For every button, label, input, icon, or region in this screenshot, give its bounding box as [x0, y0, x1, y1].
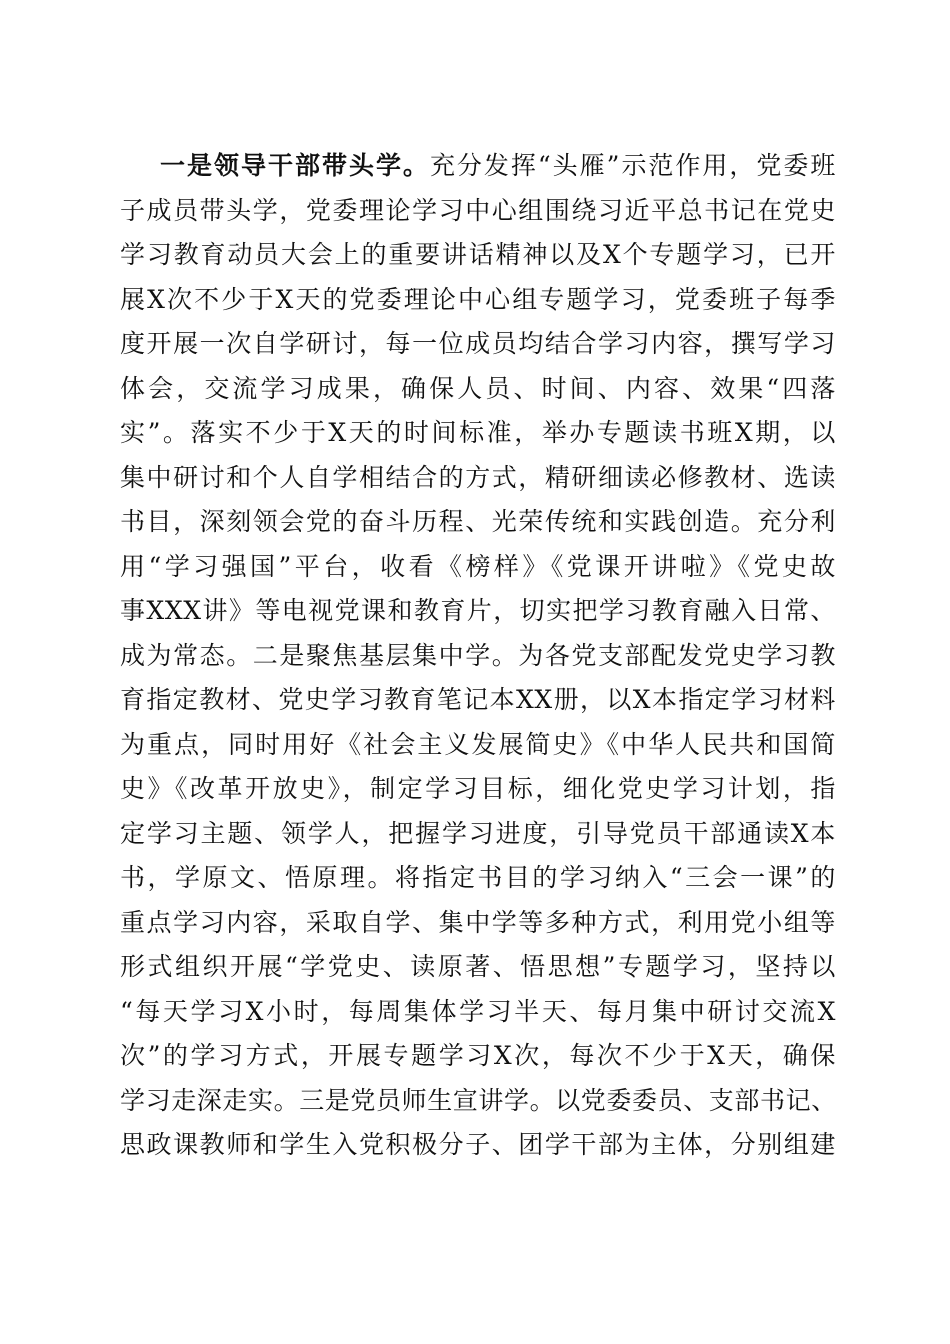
paragraph-line-3: 学习教育动员大会上的重要讲话精神以及X个专题学习，已开: [120, 240, 836, 269]
paragraph-line-18: 重点学习内容，采取自学、集中学等多种方式，利用党小组等: [120, 907, 836, 937]
paragraph-line-22: 学习走深走实。三是党员师生宣讲学。以党委委员、支部书记、: [120, 1085, 837, 1115]
paragraph-line-15: 史》《改革开放史》，制定学习目标，细化党史学习计划，指: [120, 774, 836, 803]
paragraph-line-19: 形式组织开展“学党史、读原著、悟思想”专题学习，坚持以: [120, 952, 836, 981]
paragraph-line-17: 书，学原文、悟原理。将指定书目的学习纳入“三会一课”的: [120, 863, 836, 892]
paragraph-line-14: 为重点，同时用好《社会主义发展简史》《中华人民共和国简: [120, 729, 836, 759]
paragraph-line-23: 思政课教师和学生入党积极分子、团学干部为主体，分别组建: [120, 1130, 836, 1159]
paragraph-line-9: 书目，深刻领会党的奋斗历程、光荣传统和实践创造。充分利: [120, 507, 836, 536]
paragraph-line-21: 次”的学习方式，开展专题学习X次，每次不少于X天，确保: [120, 1041, 836, 1070]
paragraph-line-5: 度开展一次自学研讨，每一位成员均结合学习内容，撰写学习: [120, 329, 836, 358]
body-paragraph: [120, 144, 836, 1168]
paragraph-line-16: 定学习主题、领学人，把握学习进度，引导党员干部通读X本: [120, 818, 836, 848]
paragraph-line-2: 子成员带头学，党委理论学习中心组围绕习近平总书记在党史: [120, 195, 836, 225]
paragraph-line-20: “每天学习X小时，每周集体学习半天、每月集中研讨交流X: [120, 996, 836, 1026]
paragraph-line-4: 展X次不少于X天的党委理论中心组专题学习，党委班子每季: [120, 284, 836, 314]
paragraph-line-10: 用“学习强国”平台，收看《榜样》《党课开讲啦》《党史故: [120, 551, 836, 581]
paragraph-line-11: 事XXX讲》等电视党课和教育片，切实把学习教育融入日常、: [120, 596, 836, 625]
paragraph-line-13: 育指定教材、党史学习教育笔记本XX册，以X本指定学习材料: [120, 685, 836, 714]
paragraph-line-7: 实”。落实不少于X天的时间标准，举办专题读书班X期，以: [120, 418, 836, 447]
paragraph-line-1-text: 充分发挥“头雁”示范作用，党委班: [429, 151, 836, 180]
paragraph-line-12: 成为常态。二是聚焦基层集中学。为各党支部配发党史学习教: [120, 640, 836, 670]
lead-heading: 一是领导干部带头学。: [160, 151, 430, 180]
paragraph-line-1: [120, 144, 836, 189]
paragraph-line-6: 体会，交流学习成果，确保人员、时间、内容、效果“四落: [120, 373, 836, 403]
paragraph-line-8: 集中研讨和个人自学相结合的方式，精研细读必修教材、选读: [120, 462, 836, 492]
